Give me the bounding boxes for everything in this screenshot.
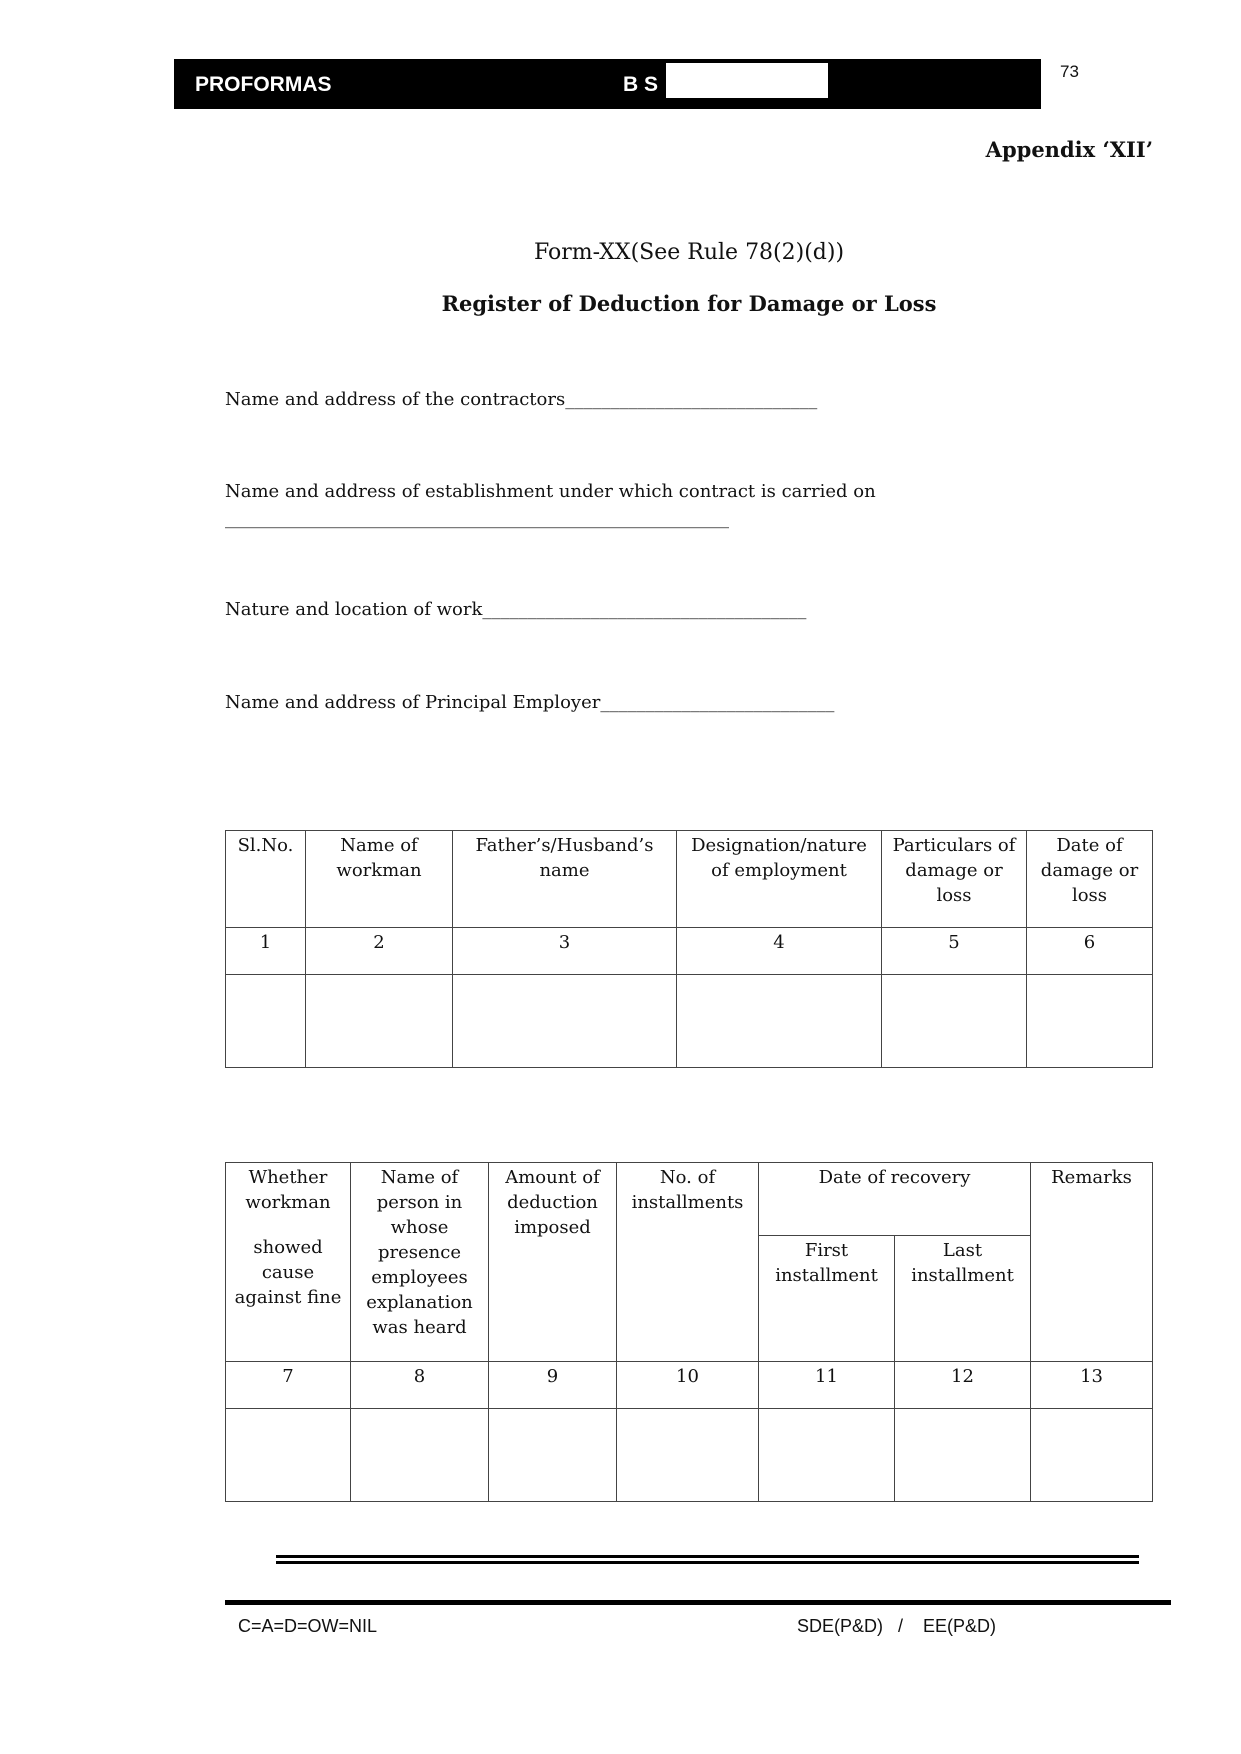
establishment-blank-line: ________________________________________________________ [225, 508, 729, 529]
table2-header-first-installment: First installment [759, 1236, 895, 1362]
table1-number-cell: 4 [677, 928, 882, 975]
table2-number-cell: 13 [1031, 1362, 1153, 1409]
table1-entry-cell[interactable] [226, 975, 306, 1068]
table1-header-row [226, 831, 1153, 928]
table2-number-cell: 7 [226, 1362, 351, 1409]
work-field: Nature and location of work____________________________________ [225, 599, 807, 620]
establishment-field: Name and address of establishment under which contract is carried on [225, 481, 876, 502]
table2-number-cell: 8 [351, 1362, 489, 1409]
table2-header-cell [226, 1163, 351, 1362]
appendix-label: Appendix ‘XII’ [985, 137, 1153, 162]
contractor-field: Name and address of the contractors____________________________ [225, 389, 818, 410]
footer-left-text: C=A=D=OW=NIL [238, 1616, 378, 1636]
table1-number-cell: 3 [453, 928, 677, 975]
table1-entry-row [226, 975, 1153, 1068]
table1-header-cell: Name of workman [306, 831, 453, 928]
page-number: 73 [1060, 62, 1079, 81]
table2-entry-row [226, 1409, 1153, 1502]
table2-entry-cell[interactable] [226, 1409, 351, 1502]
double-rule-bottom [276, 1561, 1139, 1564]
header-redaction-box [666, 63, 828, 98]
form-title: Form-XX(See Rule 78(2)(d)) [533, 240, 845, 265]
table2-entry-cell[interactable] [617, 1409, 759, 1502]
table2-entry-cell[interactable] [489, 1409, 617, 1502]
table1-header-cell: Date of damage or loss [1027, 831, 1153, 928]
table1-header-cell: Father’s/Husband’s name [453, 831, 677, 928]
deduction-table-part1 [225, 830, 1153, 1068]
header-center-label: B S [623, 73, 659, 96]
table2-header-cell: Amount of deduction imposed [489, 1163, 617, 1362]
table2-header-whether: Whether workman [245, 1167, 331, 1213]
footer-signatories: SDE(P&D) / EE(P&D) [797, 1616, 997, 1636]
table1-number-row [226, 928, 1153, 975]
table2-number-cell: 9 [489, 1362, 617, 1409]
table1-number-cell: 6 [1027, 928, 1153, 975]
table1-entry-cell[interactable] [306, 975, 453, 1068]
table1-number-cell: 2 [306, 928, 453, 975]
header-proformas-label: PROFORMAS [195, 73, 332, 96]
table2-header-cell: Remarks [1031, 1163, 1153, 1362]
table2-entry-cell[interactable] [351, 1409, 489, 1502]
register-title: Register of Deduction for Damage or Loss [441, 291, 937, 316]
table1-entry-cell[interactable] [677, 975, 882, 1068]
table2-entry-cell[interactable] [759, 1409, 895, 1502]
table2-header-row [226, 1163, 1153, 1236]
table1-header-cell: Sl.No. [226, 831, 306, 928]
deduction-table-part2 [225, 1162, 1153, 1502]
table2-number-row [226, 1362, 1153, 1409]
table2-header-date-of-recovery: Date of recovery [759, 1163, 1031, 1236]
table2-header-cell: Name of person in whose presence employees explanation was heard [351, 1163, 489, 1362]
double-rule-top [276, 1555, 1139, 1558]
table2-number-cell: 11 [759, 1362, 895, 1409]
table2-header-showed-cause: showed cause against fine [234, 1237, 342, 1308]
table1-number-cell: 5 [882, 928, 1027, 975]
table2-header-cell: No. of installments [617, 1163, 759, 1362]
table2-entry-cell[interactable] [895, 1409, 1031, 1502]
table1-header-cell: Particulars of damage or loss [882, 831, 1027, 928]
table1-number-cell: 1 [226, 928, 306, 975]
table2-entry-cell[interactable] [1031, 1409, 1153, 1502]
table2-number-cell: 12 [895, 1362, 1031, 1409]
principal-employer-field: Name and address of Principal Employer__________________________ [225, 692, 835, 713]
table1-entry-cell[interactable] [453, 975, 677, 1068]
footer-rule [225, 1600, 1171, 1605]
table1-entry-cell[interactable] [882, 975, 1027, 1068]
table2-number-cell: 10 [617, 1362, 759, 1409]
table2-header-last-installment: Last installment [895, 1236, 1031, 1362]
table1-entry-cell[interactable] [1027, 975, 1153, 1068]
table1-header-cell: Designation/nature of employment [677, 831, 882, 928]
